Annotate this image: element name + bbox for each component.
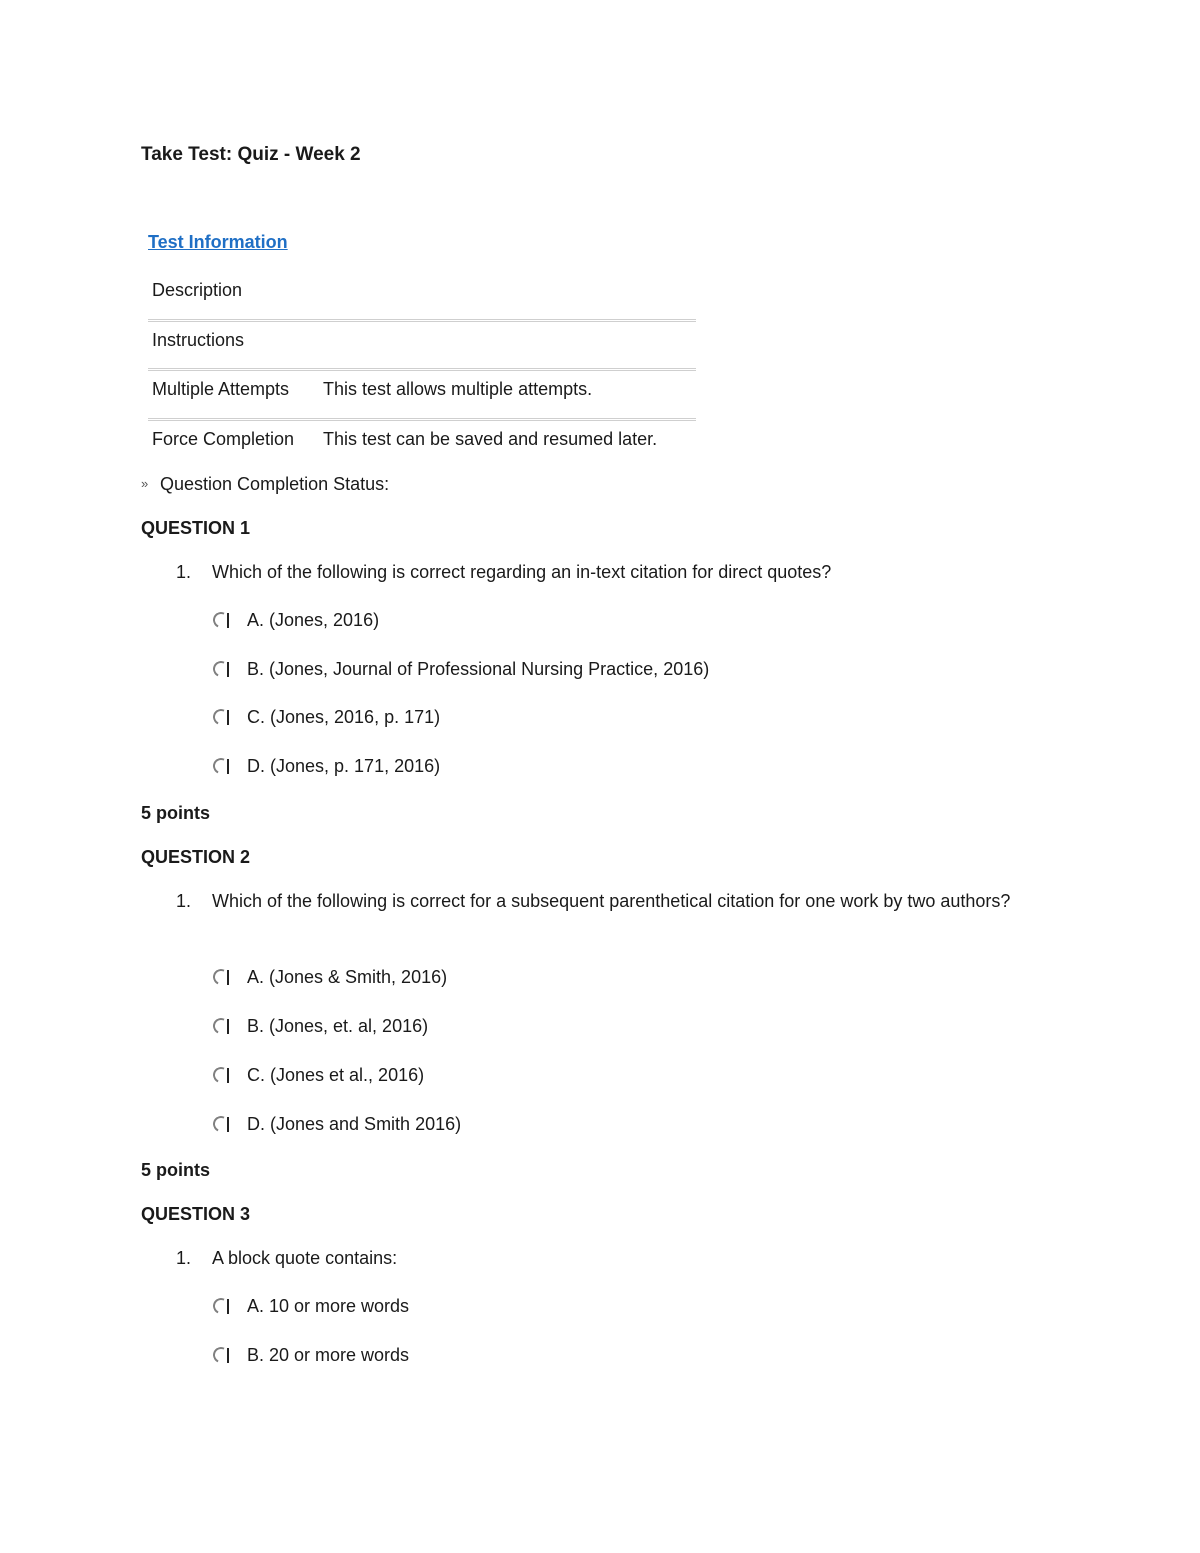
info-value: This test can be saved and resumed later. [323,428,658,449]
question-number: 1. [176,1248,192,1268]
info-row-instructions [148,322,696,372]
info-label: Multiple Attempts [152,379,290,399]
answer-option[interactable] [213,1345,409,1366]
radio-button[interactable] [213,1115,233,1133]
info-label: Instructions [152,329,245,350]
answer-option[interactable] [213,659,709,680]
answer-option[interactable] [213,1065,424,1086]
question-points: 5 points [141,803,211,823]
double-chevron-down-icon[interactable]: » [141,476,149,491]
answer-option[interactable] [213,1296,409,1317]
radio-button[interactable] [213,757,233,775]
radio-button[interactable] [213,708,233,726]
option-label: C. (Jones, 2016, p. 171) [247,707,441,727]
option-label: A. (Jones & Smith, 2016) [247,967,448,987]
info-label: Description [152,280,243,300]
option-label: A. (Jones, 2016) [247,610,380,630]
answer-option[interactable] [213,1114,461,1135]
question-heading: QUESTION 2 [141,847,251,867]
question-number: 1. [176,562,192,582]
radio-button[interactable] [213,968,233,986]
info-row-description [148,272,696,322]
answer-option[interactable] [213,610,379,631]
radio-button[interactable] [213,660,233,678]
question-text: Which of the following is correct for a subsequent parenthetical citation for one work by two authors? [212,891,1011,911]
option-label: D. (Jones and Smith 2016) [247,1114,462,1134]
question-text: A block quote contains: [212,1248,398,1268]
page-title: Take Test: Quiz - Week 2 [141,144,361,165]
radio-button[interactable] [213,1066,233,1084]
info-value: This test allows multiple attempts. [323,379,593,399]
info-row-force-completion [148,421,696,471]
status-label: Question Completion Status: [160,474,390,494]
answer-option[interactable] [213,1016,428,1037]
option-label: D. (Jones, p. 171, 2016) [247,756,441,776]
question-heading: QUESTION 1 [141,518,251,538]
question-points: 5 points [141,1160,211,1180]
answer-option[interactable] [213,967,447,988]
question-heading: QUESTION 3 [141,1204,251,1224]
question-text: Which of the following is correct regarding an in-text citation for direct quotes? [212,562,832,582]
radio-button[interactable] [213,1346,233,1364]
option-label: B. (Jones, Journal of Professional Nursing Practice, 2016) [247,659,710,679]
test-information-link[interactable]: Test Information [148,232,288,252]
question-completion-status[interactable] [141,474,389,495]
radio-button[interactable] [213,1297,233,1315]
option-label: A. 10 or more words [247,1296,410,1316]
option-label: B. 20 or more words [247,1345,410,1365]
info-row-multiple-attempts [148,371,696,421]
radio-button[interactable] [213,1017,233,1035]
option-label: B. (Jones, et. al, 2016) [247,1016,429,1036]
info-label: Force Completion [152,428,295,449]
question-number: 1. [176,891,192,911]
option-label: C. (Jones et al., 2016) [247,1065,425,1085]
answer-option[interactable] [213,707,440,728]
radio-button[interactable] [213,611,233,629]
answer-option[interactable] [213,756,440,777]
test-info-table [148,272,696,470]
